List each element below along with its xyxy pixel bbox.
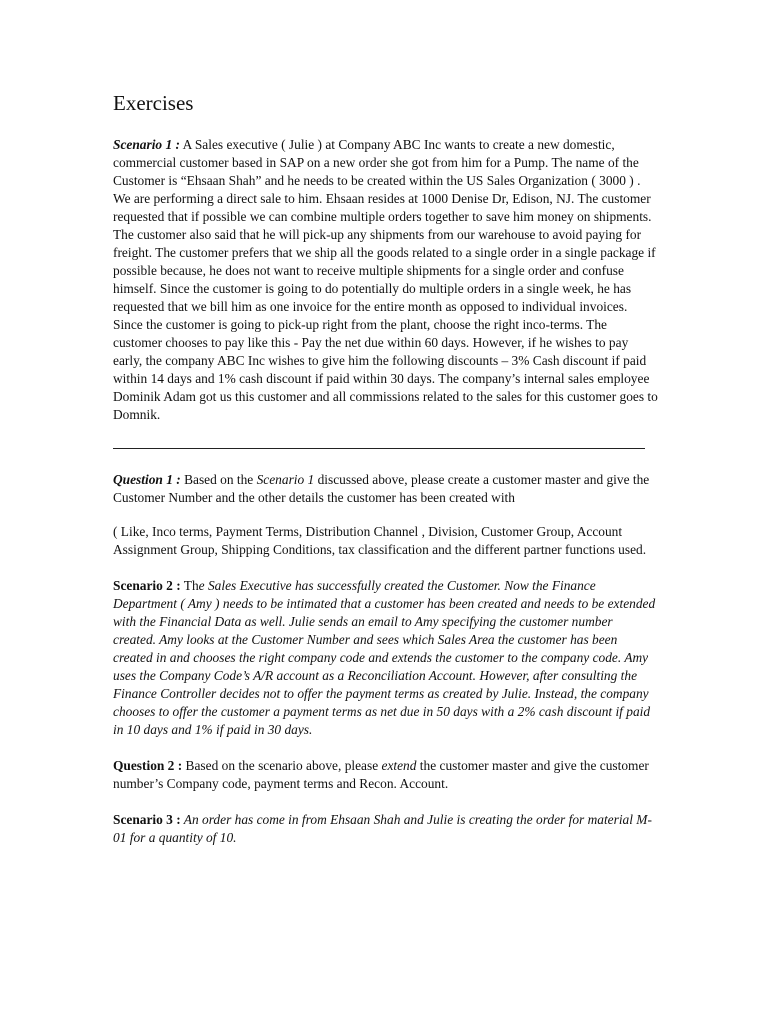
scenario-3-label: Scenario 3 : (113, 812, 181, 827)
spacer (113, 507, 658, 523)
scenario-1-text: A Sales executive ( Julie ) at Company ABC Inc wants to create a new domestic, commercial customer based in SAP on a new order she got from him for a Pump. The name of the Customer is “Ehsaan Shah” and he needs to be created within the US Sales Organization ( 3000 ) . We are performing a direct sale to him. Ehsaan resides at 1000 Denise Dr, Edison, NJ. The customer requested that if possible we can combine multiple orders together to save him money on shipments. The customer also said that he will pick-up any shipments from our warehouse to avoid paying for freight. The customer prefers that we ship all the goods related to a single order in a single package if possible because, he does not want to receive multiple shipments for a single order and confuse himself. Since the customer is going to do potentially do multiple orders in a single week, he has requested that we bill him as one invoice for the entire month as opposed to individual invoices. Since the customer is going to pick-up right from the plant, choose the right inco-terms. The customer chooses to pay like this - Pay the net due within 60 days. However, if he wishes to pay early, the company ABC Inc wishes to give him the following discounts – 3% Cash discount if paid within 14 days and 1% cash discount if paid within 30 days. The company’s internal sales employee Dominik Adam got us this customer and all commissions related to the sales for this customer goes to Domnik. (113, 137, 658, 422)
scenario-2-label: Scenario 2 : (113, 578, 181, 593)
scenario-2-text-plain: Th (180, 578, 199, 593)
spacer (113, 793, 658, 811)
question-2-paragraph (113, 757, 658, 793)
question-1-scenario-ref: Scenario 1 (256, 472, 315, 487)
question-1-text-b: discussed above, please create a customer master and give the Customer Number and the other details the customer has been created with (113, 472, 650, 505)
scenario-1-label: Scenario 1 : (113, 137, 180, 152)
question-2-text-b: the customer master and give the customer number’s Company code, payment terms and Recon. Account. (113, 758, 649, 791)
document-page (113, 88, 658, 847)
question-1-list-paragraph: ( Like, Inco terms, Payment Terms, Distribution Channel , Division, Customer Group, Account Assignment Group, Shipping Conditions, tax classification and the different partner functions used. (113, 524, 647, 557)
question-2-extend-word: extend (381, 758, 417, 773)
question-1-label: Question 1 : (113, 472, 181, 487)
question-1-text-a: Based on the (180, 472, 257, 487)
horizontal-divider (113, 448, 645, 449)
spacer (113, 739, 658, 757)
question-1-paragraph (113, 471, 658, 507)
question-2-text-a: Based on the scenario above, please (182, 758, 382, 773)
scenario-2-paragraph (113, 577, 658, 739)
question-2-label: Question 2 : (113, 758, 183, 773)
scenario-3-text-italic: An order has come in from Ehsaan Shah and Julie is creating the order for material M-01 for a quantity of 10. (113, 812, 652, 845)
scenario-2-text-italic: e Sales Executive has successfully created the Customer. Now the Finance Department ( Amy ) needs to be intimated that a customer has been created and needs to be extended with the Financial Data as well. Julie sends an email to Amy specifying the customer number created. Amy looks at the Customer Number and sees which Sales Area the customer has been created in and chooses the right company code and extends the customer to the company code. Amy uses the Company Code’s A/R account as a Reconciliation Account. However, after consulting the Finance Controller decides not to offer the payment terms as created by Julie. Instead, the company chooses to offer the customer a payment terms as net due in 50 days with a 2% cash discount if paid in 10 days and 1% if paid in 30 days. (113, 578, 656, 737)
spacer (113, 559, 658, 577)
scenario-3-paragraph (113, 811, 658, 847)
page-title: Exercises (113, 91, 194, 115)
scenario-1-paragraph (113, 136, 658, 424)
